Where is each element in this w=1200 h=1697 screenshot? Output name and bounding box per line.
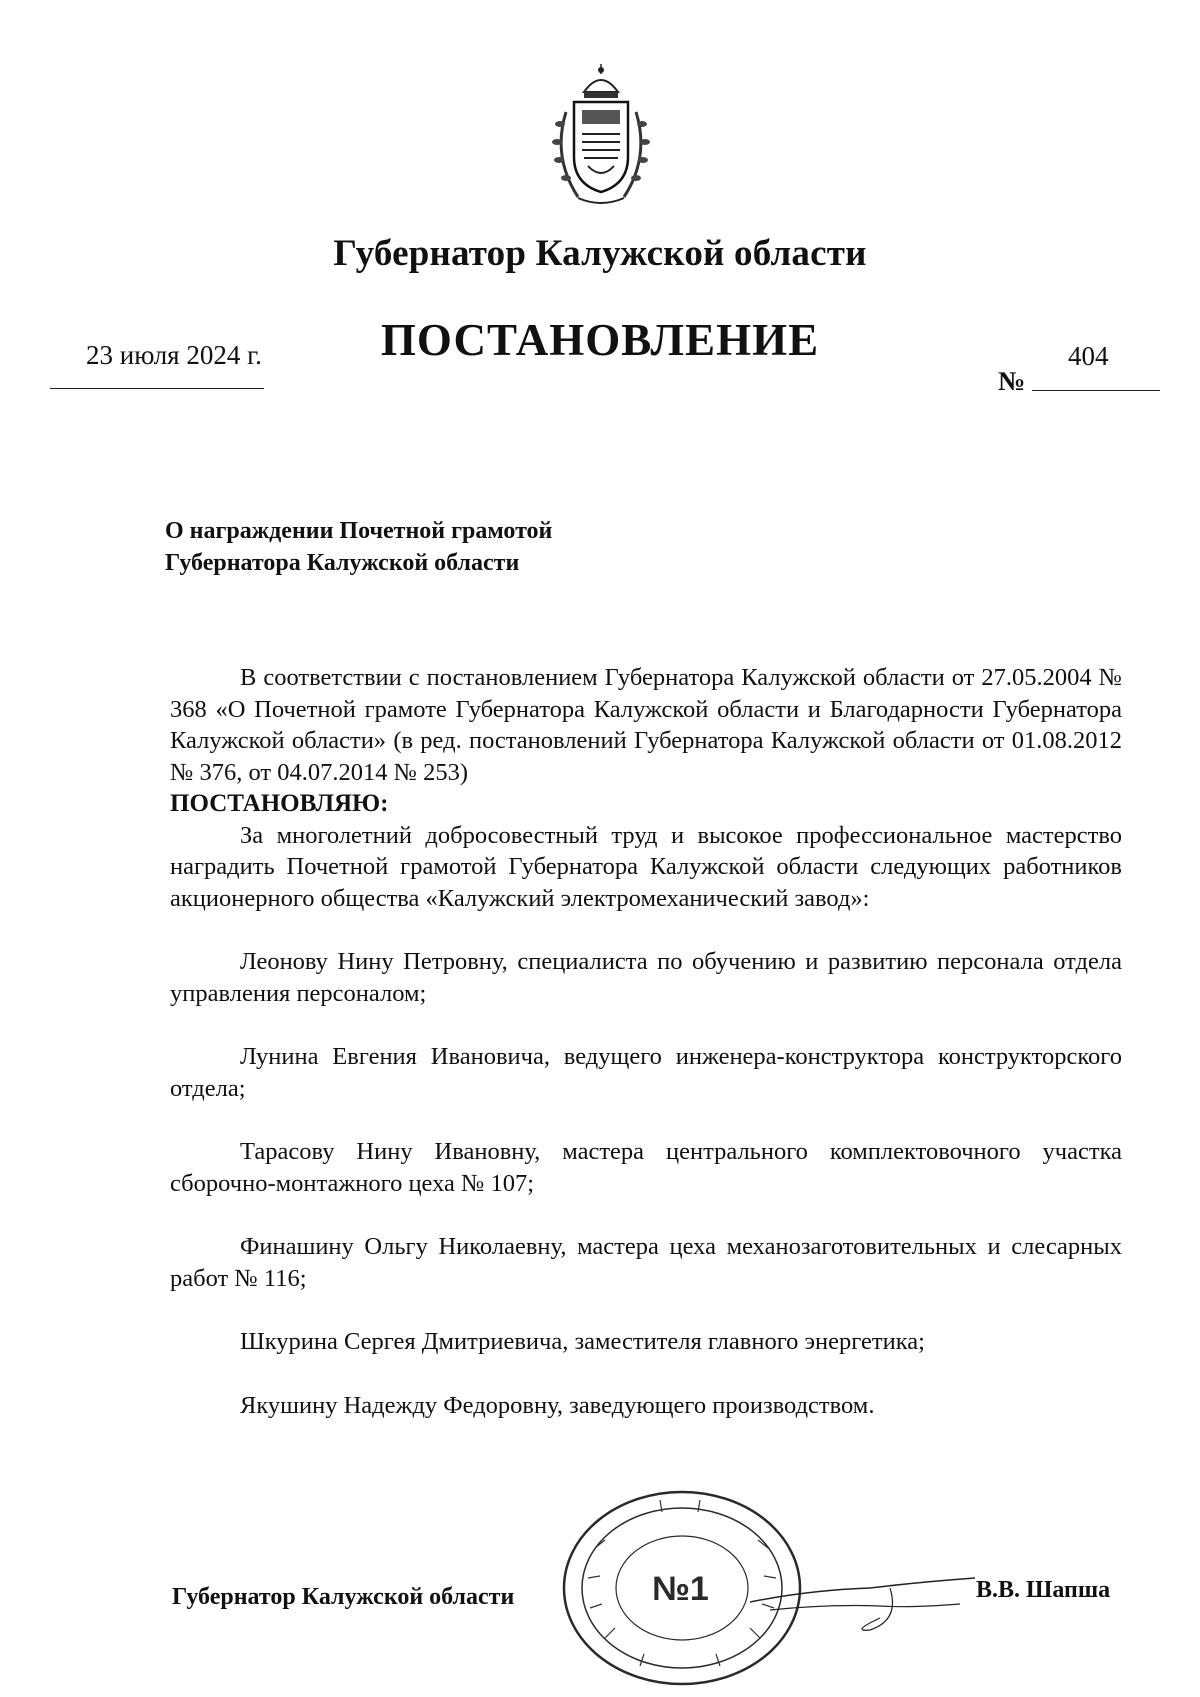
svg-text:№1: №1 [652,1570,709,1608]
decree-word: ПОСТАНОВЛЯЮ: [170,790,389,817]
awardee-item: Тарасову Нину Ивановну, мастера центрального комплектовочного участка сборочно-монтажного цеха № 107; [170,1138,1122,1197]
signatory-title: Губернатор Калужской области [172,1584,515,1610]
number-underline [1032,390,1160,391]
issuing-authority: Губернатор Калужской области [333,233,867,274]
handwritten-signature-icon [750,1560,980,1640]
preamble-paragraph: В соответствии с постановлением Губернатора Калужской области от 27.05.2004 № 368 «О Почетной грамоте Губернатора Калужской области и Благодарности Губернатора Калужской области» (в ред. постановлений Губернатора Калужской области от 01.08.2012 № 376, от 04.07.2014 № 253) [170,664,1122,786]
document-number: 404 [1068,341,1109,371]
signatory-name: В.В. Шапша [976,1577,1111,1603]
document-body [170,662,1122,1421]
award-intro-paragraph: За многолетний добросовестный труд и высокое профессиональное мастерство наградить Почетной грамотой Губернатора Калужской области следующих работников акционерного общества «Калужский электромеханический завод»: [170,821,1122,912]
date-underline [50,388,264,389]
awardee-item: Финашину Ольгу Николаевну, мастера цеха механозаготовительных и слесарных работ № 116; [170,1233,1122,1292]
awardee-item: Лунина Евгения Ивановича, ведущего инженера-конструктора конструкторского отдела; [170,1043,1122,1102]
document-type-title: ПОСТАНОВЛЕНИЕ [380,315,820,365]
subject-line-2: Губернатора Калужской области [165,550,520,576]
number-sign: № [998,366,1026,396]
coat-of-arms-icon [548,62,654,212]
awardee-item: Шкурина Сергея Дмитриевича, заместителя главного энергетика; [240,1328,925,1355]
document-subject [165,515,552,579]
awardee-item: Леонову Нину Петровну, специалиста по обучению и развитию персонала отдела управления персоналом; [170,948,1122,1007]
subject-line-1: О награждении Почетной грамотой [165,518,553,544]
document-date: 23 июля 2024 г. [86,340,262,370]
awardee-item: Якушину Надежду Федоровну, заведующего производством. [240,1391,875,1419]
